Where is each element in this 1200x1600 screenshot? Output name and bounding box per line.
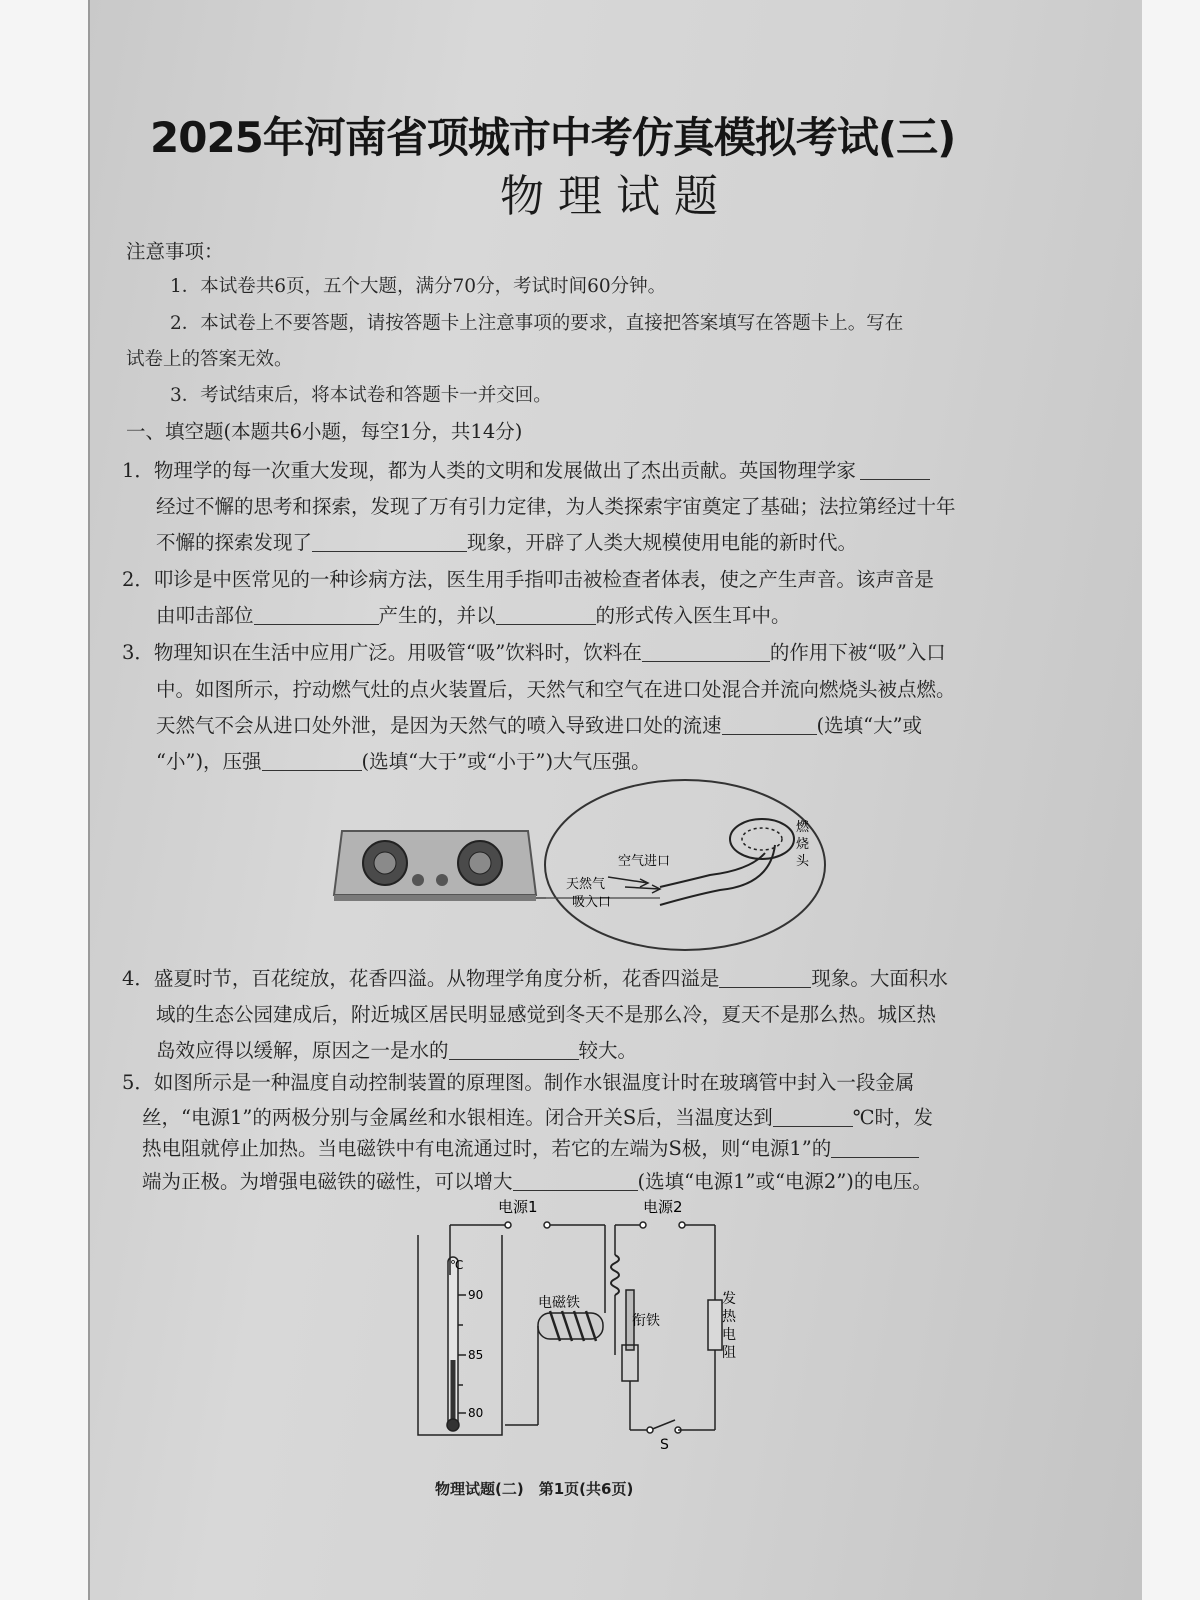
gas-inlet-label-1: 天然气 [566, 877, 606, 892]
note-item-3: 3．考试结束后，将本试卷和答题卡一并交回。 [170, 385, 552, 406]
q3-line2: 中。如图所示，拧动燃气灶的点火装置后，天然气和空气在进口处混合并流向燃烧头被点燃。 [156, 678, 956, 701]
q4-line1: 4．盛夏时节，百花绽放，花香四溢。从物理学角度分析，花香四溢是 现象。大面积水 [122, 967, 948, 990]
switch-label: S [660, 1437, 669, 1453]
heater-label-2: 热 [722, 1309, 736, 1325]
q5-line4: 端为正极。为增强电磁铁的磁性，可以增大 (选填“电源1”或“电源2”)的电压。 [142, 1170, 932, 1193]
exam-subtitle: 物理试题 [500, 171, 732, 222]
q1-line1: 1．物理学的每一次重大发现，都为人类的文明和发展做出了杰出贡献。英国物理学家 [122, 455, 930, 483]
power-source-2-label: 电源2 [643, 1198, 683, 1216]
answer-blank [262, 752, 362, 771]
power-source-1-label: 电源1 [498, 1198, 538, 1216]
temperature-control-circuit [410, 1195, 750, 1455]
q5-line2: 丝，“电源1”的两极分别与金属丝和水银相连。闭合开关S后，当温度达到 ℃时，发 [142, 1106, 934, 1129]
answer-blank [773, 1108, 853, 1127]
q4-line2: 域的生态公园建成后，附近城区居民明显感觉到冬天不是那么冷，夏天不是那么热。城区热 [156, 1003, 937, 1026]
note-item-2-cont: 试卷上的答案无效。 [126, 349, 293, 370]
answer-blank [312, 533, 467, 552]
q1-line2: 经过不懈的思考和探索，发现了万有引力定律，为人类探索宇宙奠定了基础；法拉第经过十年 [156, 495, 956, 518]
q1-line3: 不懈的探索发现了 现象，开辟了人类大规模使用电能的新时代。 [156, 531, 858, 554]
q2-line1: 2．叩诊是中医常见的一种诊病方法，医生用手指叩击被检查者体表，使之产生声音。该声音是 [122, 568, 934, 591]
q5-line1: 5．如图所示是一种温度自动控制装置的原理图。制作水银温度计时在玻璃管中封入一段金属 [122, 1071, 915, 1094]
answer-blank [719, 969, 811, 988]
q3-line4: “小”)，压强 (选填“大于”或“小于”)大气压强。 [156, 750, 651, 773]
tick-90-label: 90 [468, 1288, 484, 1302]
heater-label-1: 发 [722, 1291, 736, 1307]
answer-blank [513, 1172, 638, 1191]
heater-label-3: 电 [722, 1327, 736, 1343]
q2-line2: 由叩击部位 产生的，并以 的形式传入医生耳中。 [156, 604, 791, 627]
note-item-1: 1．本试卷共6页，五个大题，满分70分，考试时间60分钟。 [170, 276, 667, 297]
gas-inlet-label-2: 吸入口 [572, 895, 612, 910]
answer-blank [831, 1139, 919, 1158]
answer-blank [642, 643, 770, 662]
air-inlet-label: 空气进口 [618, 854, 671, 869]
burner-label-3: 头 [796, 854, 810, 869]
exam-title: 2025年河南省项城市中考仿真模拟考试(三) [150, 113, 956, 162]
electromagnet-label: 电磁铁 [538, 1295, 580, 1311]
burner-label-2: 烧 [796, 837, 810, 852]
q3-line1: 3．物理知识在生活中应用广泛。用吸管“吸”饮料时，饮料在 的作用下被“吸”入口 [122, 641, 946, 664]
q3-line3: 天然气不会从进口处外泄，是因为天然气的喷入导致进口处的流速 (选填“大”或 [156, 714, 923, 737]
tick-85-label: 85 [468, 1348, 484, 1362]
q5-line3: 热电阻就停止加热。当电磁铁中有电流通过时，若它的左端为S极，则“电源1”的 [142, 1133, 919, 1161]
section-heading: 一、填空题(本题共6小题，每空1分，共14分) [126, 420, 523, 443]
answer-blank [254, 606, 379, 625]
notes-heading: 注意事项： [126, 240, 224, 263]
gas-stove-photo [334, 831, 536, 901]
gas-stove-figure [330, 775, 840, 955]
heater-label-4: 阻 [722, 1345, 736, 1361]
page-footer: 物理试题(二) 第1页(共6页) [435, 1480, 634, 1498]
burner-label-1: 燃 [796, 820, 810, 835]
answer-blank [860, 461, 930, 480]
note-item-2: 2．本试卷上不要答题，请按答题卡上注意事项的要求，直接把答案填写在答题卡上。写在 [170, 313, 904, 334]
armature-label: 衔铁 [632, 1313, 660, 1329]
celsius-unit-label: ℃ [450, 1258, 464, 1272]
tick-80-label: 80 [468, 1406, 484, 1420]
q4-line3: 岛效应得以缓解，原因之一是水的 较大。 [156, 1039, 638, 1062]
answer-blank [449, 1041, 579, 1060]
answer-blank [722, 716, 817, 735]
answer-blank [496, 606, 596, 625]
